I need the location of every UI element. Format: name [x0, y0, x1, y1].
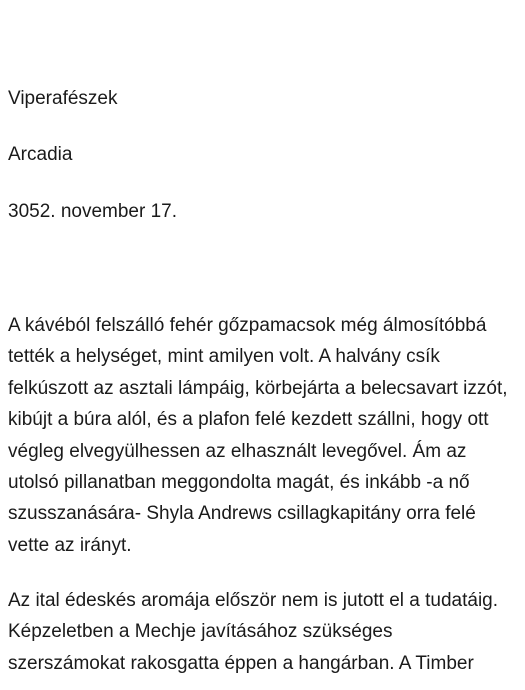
- paragraph-line: szerszámokat rakosgatta éppen a hangárban. A Timber: [8, 652, 474, 674]
- paragraph-line: Képzeletben a Mechje javításához szükséges: [8, 621, 393, 643]
- paragraph-line: tették a helységet, mint amilyen volt. A halvány csík: [8, 346, 440, 368]
- paragraph-line: szusszanására- Shyla Andrews csillagkapitány orra felé: [8, 503, 476, 525]
- paragraph-line: Az ital édeskés aromája először nem is jutott el a tudatáig.: [8, 590, 499, 611]
- location-line-2: Arcadia: [8, 144, 73, 165]
- paragraph-line: kibújt a búra alól, és a plafon felé kezdett szállni, hogy ott: [8, 409, 489, 431]
- date-line: 3052. november 17.: [8, 201, 178, 222]
- paragraph-2: [8, 585, 523, 679]
- paragraph-line: felkúszott az asztali lámpáig, körbejárta a belecsavart izzót,: [8, 377, 508, 399]
- paragraph-1: [8, 310, 523, 561]
- paragraph-line: A kávéból felszálló fehér gőzpamacsok még álmosítóbbá: [8, 315, 487, 336]
- paragraph-line: végleg elvegyülhessen az elhasznált levegővel. Ám az: [8, 440, 467, 462]
- location-line-1: Viperafészek: [8, 88, 118, 109]
- paragraph-line: vette az irányt.: [8, 534, 132, 556]
- paragraph-line: utolsó pillanatban meggondolta magát, és inkább -a nő: [8, 472, 470, 494]
